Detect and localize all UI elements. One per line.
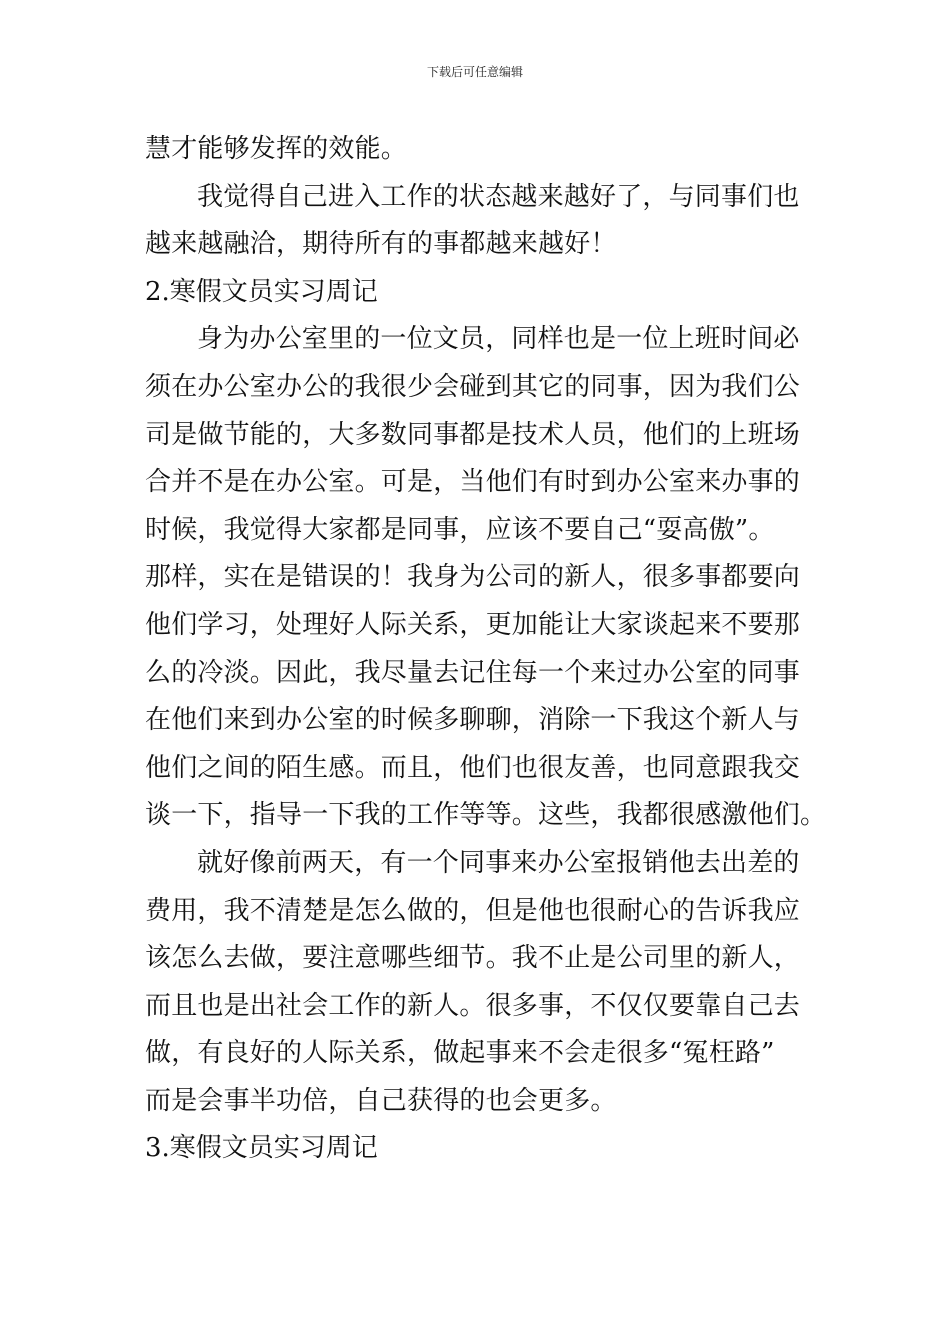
text-line: 司是做节能的，大多数同事都是技术人员，他们的上班场 xyxy=(145,419,801,450)
text-line: 而是会事半功倍，自己获得的也会更多。 xyxy=(145,1085,617,1116)
text-line: 而且也是出社会工作的新人。很多事，不仅仅要靠自己去 xyxy=(145,990,801,1021)
paragraph-first-line: 我觉得自己进入工作的状态越来越好了，与同事们也 xyxy=(197,181,800,212)
page-header: 下载后可任意编辑 xyxy=(426,65,523,79)
text-line: 他们学习，处理好人际关系，更加能让大家谈起来不要那 xyxy=(145,609,801,640)
text-line: 谈一下，指导一下我的工作等等。这些，我都很感激他们。 xyxy=(145,800,827,831)
text-line: 他们之间的陌生感。而且，他们也很友善，也同意跟我交 xyxy=(145,752,801,783)
text-line: 么的冷淡。因此，我尽量去记住每一个来过办公室的同事 xyxy=(145,657,801,688)
text-line: 该怎么去做，要注意哪些细节。我不止是公司里的新人， xyxy=(145,943,801,974)
text-line: 越来越融洽，期待所有的事都越来越好！ xyxy=(145,229,617,260)
text-line: 慧才能够发挥的效能。 xyxy=(145,134,408,164)
text-line: 那样，实在是错误的！我身为公司的新人，很多事都要向 xyxy=(145,562,801,593)
text-line: 须在办公室办公的我很少会碰到其它的同事，因为我们公 xyxy=(145,371,801,402)
section-heading-2: 2.寒假文员实习周记 xyxy=(145,276,378,307)
paragraph-first-line: 身为办公室里的一位文员，同样也是一位上班时间必 xyxy=(197,324,800,355)
text-line: 合并不是在办公室。可是，当他们有时到办公室来办事的 xyxy=(145,467,801,498)
document-body xyxy=(145,126,827,1173)
text-line: 时候，我觉得大家都是同事，应该不要自己“耍高傲”。 xyxy=(145,514,775,545)
section-heading-3: 3.寒假文员实习周记 xyxy=(145,1133,378,1164)
text-line: 在他们来到办公室的时候多聊聊，消除一下我这个新人与 xyxy=(145,705,801,736)
text-line: 费用，我不清楚是怎么做的，但是他也很耐心的告诉我应 xyxy=(145,895,801,926)
text-line: 做，有良好的人际关系，做起事来不会走很多“冤枉路” xyxy=(145,1038,775,1069)
paragraph-first-line: 就好像前两天，有一个同事来办公室报销他去出差的 xyxy=(197,847,800,878)
